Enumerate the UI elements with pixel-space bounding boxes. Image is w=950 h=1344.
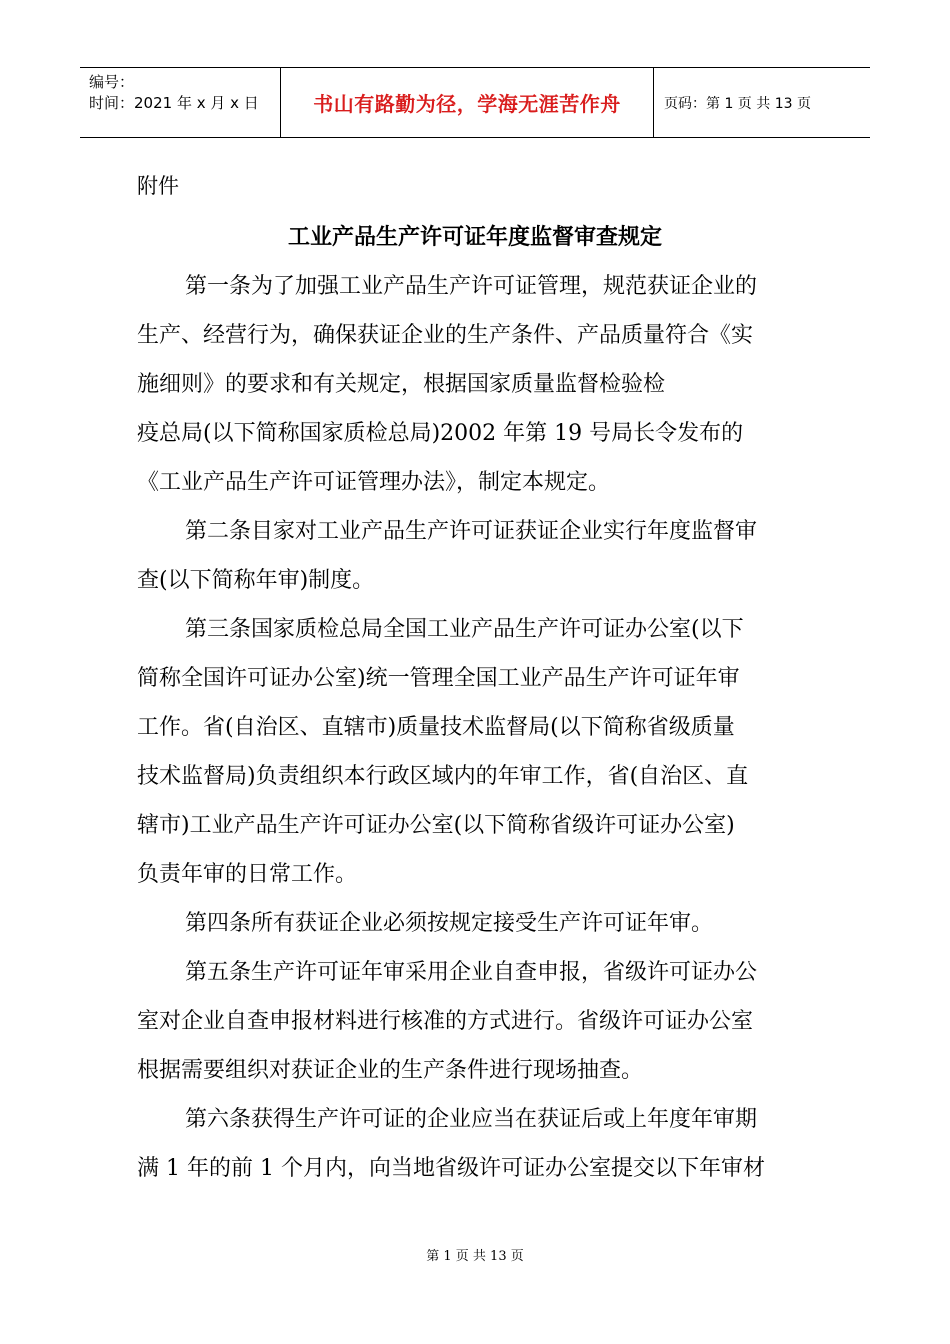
body-line: 生产、经营行为，确保获证企业的生产条件、产品质量符合《实 xyxy=(137,323,754,348)
document-body xyxy=(137,262,813,1193)
body-line: 根据需要组织对获证企业的生产条件进行现场抽查。 xyxy=(137,1058,644,1083)
body-line: 第四条所有获证企业必须按规定接受生产许可证年审。 xyxy=(185,911,714,936)
attachment-label: 附件 xyxy=(137,174,179,198)
header-number: 编号： xyxy=(89,73,135,91)
header-time: 时间：2021 年 x 月 x 日 xyxy=(89,94,259,112)
body-line: 第五条生产许可证年审采用企业自查申报，省级许可证办公 xyxy=(185,960,758,985)
body-line: 第二条目家对工业产品生产许可证获证企业实行年度监督审 xyxy=(185,519,758,544)
header-motto: 书山有路勤为径，学海无涯苦作舟 xyxy=(281,68,654,137)
body-line: 简称全国许可证办公室)统一管理全国工业产品生产许可证年审 xyxy=(137,666,740,691)
page-footer: 第 1 页 共 13 页 xyxy=(426,1249,524,1264)
document-header xyxy=(80,67,870,138)
body-line: 负责年审的日常工作。 xyxy=(137,862,358,887)
body-line: 查(以下简称年审)制度。 xyxy=(137,568,375,593)
body-line: 施细则》的要求和有关规定，根据国家质量监督检验检 xyxy=(137,372,666,397)
header-page-info: 页码：第 1 页 共 13 页 xyxy=(664,95,811,112)
body-line: 第六条获得生产许可证的企业应当在获证后或上年度年审期 xyxy=(185,1107,758,1132)
body-line: 技术监督局)负责组织本行政区域内的年审工作，省(自治区、直 xyxy=(137,764,749,789)
body-line: 室对企业自查申报材料进行核准的方式进行。省级许可证办公室 xyxy=(137,1009,754,1034)
document-title: 工业产品生产许可证年度监督审查规定 xyxy=(287,225,662,250)
body-line: 辖市)工业产品生产许可证办公室(以下简称省级许可证办公室) xyxy=(137,813,735,838)
body-line: 疫总局(以下简称国家质检总局)2002 年第 19 号局长令发布的 xyxy=(137,421,744,446)
header-meta xyxy=(80,68,281,137)
body-line: 工作。省(自治区、直辖市)质量技术监督局(以下简称省级质量 xyxy=(137,715,735,740)
body-line: 《工业产品生产许可证管理办法》，制定本规定。 xyxy=(137,470,611,495)
body-line: 第一条为了加强工业产品生产许可证管理，规范获证企业的 xyxy=(185,274,758,299)
body-line: 满 1 年的前 1 个月内，向当地省级许可证办公室提交以下年审材 xyxy=(137,1156,765,1181)
body-line: 第三条国家质检总局全国工业产品生产许可证办公室(以下 xyxy=(185,617,744,642)
